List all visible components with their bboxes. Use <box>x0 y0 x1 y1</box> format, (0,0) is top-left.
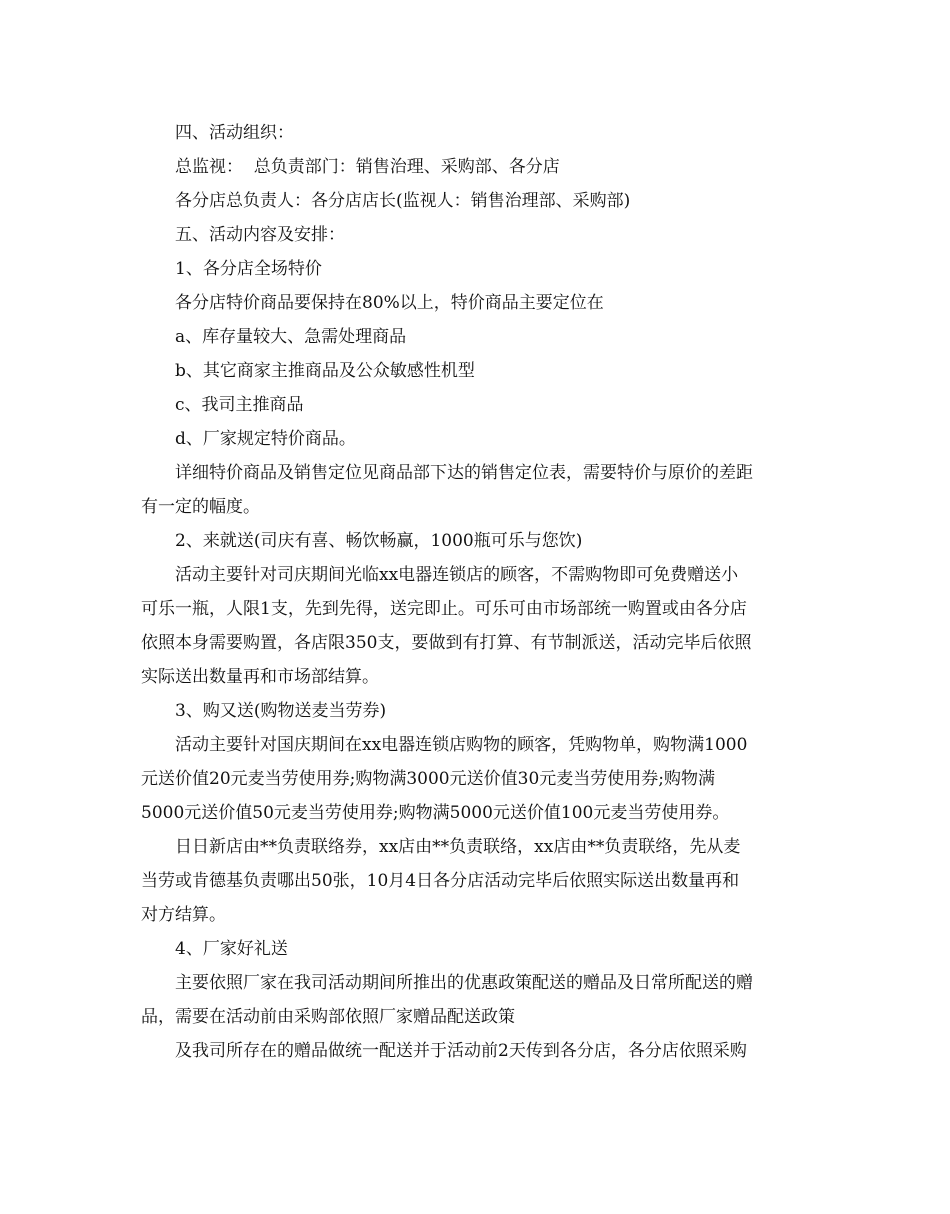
paragraph-line: 总监视： 总负责部门：销售治理、采购部、各分店 <box>175 157 560 177</box>
list-item: b、其它商家主推商品及公众敏感性机型 <box>175 361 475 381</box>
paragraph-line: 各分店总负责人：各分店店长(监视人：销售治理部、采购部) <box>175 191 631 211</box>
paragraph-line: 日日新店由**负责联络券，xx店由**负责联络，xx店由**负责联络，先从麦 <box>175 837 741 857</box>
paragraph-line: 活动主要针对国庆期间在xx电器连锁店购物的顾客，凭购物单，购物满1000 <box>175 735 748 755</box>
paragraph-line: 元送价值20元麦当劳使用券;购物满3000元送价值30元麦当劳使用券;购物满 <box>141 769 715 789</box>
paragraph-line: 及我司所存在的赠品做统一配送并于活动前2天传到各分店，各分店依照采购 <box>175 1041 747 1061</box>
document-body <box>141 116 811 1068</box>
subsection-heading: 3、购又送(购物送麦当劳券) <box>175 701 387 721</box>
list-item: c、我司主推商品 <box>175 395 304 415</box>
subsection-heading: 1、各分店全场特价 <box>175 259 322 279</box>
subsection-heading: 2、来就送(司庆有喜、畅饮畅赢，1000瓶可乐与您饮) <box>175 531 583 551</box>
paragraph-line: 各分店特价商品要保持在80%以上，特价商品主要定位在 <box>175 293 604 313</box>
section-heading: 五、活动内容及安排： <box>175 225 345 245</box>
paragraph-line: 可乐一瓶，人限1支，先到先得，送完即止。可乐可由市场部统一购置或由各分店 <box>141 599 747 619</box>
section-heading: 四、活动组织： <box>175 123 294 143</box>
paragraph-line: 当劳或肯德基负责哪出50张，10月4日各分店活动完毕后依照实际送出数量再和 <box>141 871 740 891</box>
paragraph-line: 品，需要在活动前由采购部依照厂家赠品配送政策 <box>141 1007 515 1027</box>
subsection-heading: 4、厂家好礼送 <box>175 939 288 959</box>
list-item: a、库存量较大、急需处理商品 <box>175 327 407 347</box>
paragraph-line: 有一定的幅度。 <box>141 497 260 517</box>
paragraph-line: 活动主要针对司庆期间光临xx电器连锁店的顾客，不需购物即可免费赠送小 <box>175 565 739 585</box>
paragraph-line: 主要依照厂家在我司活动期间所推出的优惠政策配送的赠品及日常所配送的赠 <box>175 973 753 993</box>
paragraph-line: 依照本身需要购置，各店限350支，要做到有打算、有节制派送，活动完毕后依照 <box>141 633 752 653</box>
paragraph-line: 对方结算。 <box>141 905 226 925</box>
paragraph-line: 详细特价商品及销售定位见商品部下达的销售定位表，需要特价与原价的差距 <box>175 463 753 483</box>
paragraph-line: 5000元送价值50元麦当劳使用券;购物满5000元送价值100元麦当劳使用券。 <box>141 803 730 823</box>
paragraph-line: 实际送出数量再和市场部结算。 <box>141 667 379 687</box>
list-item: d、厂家规定特价商品。 <box>175 429 356 449</box>
